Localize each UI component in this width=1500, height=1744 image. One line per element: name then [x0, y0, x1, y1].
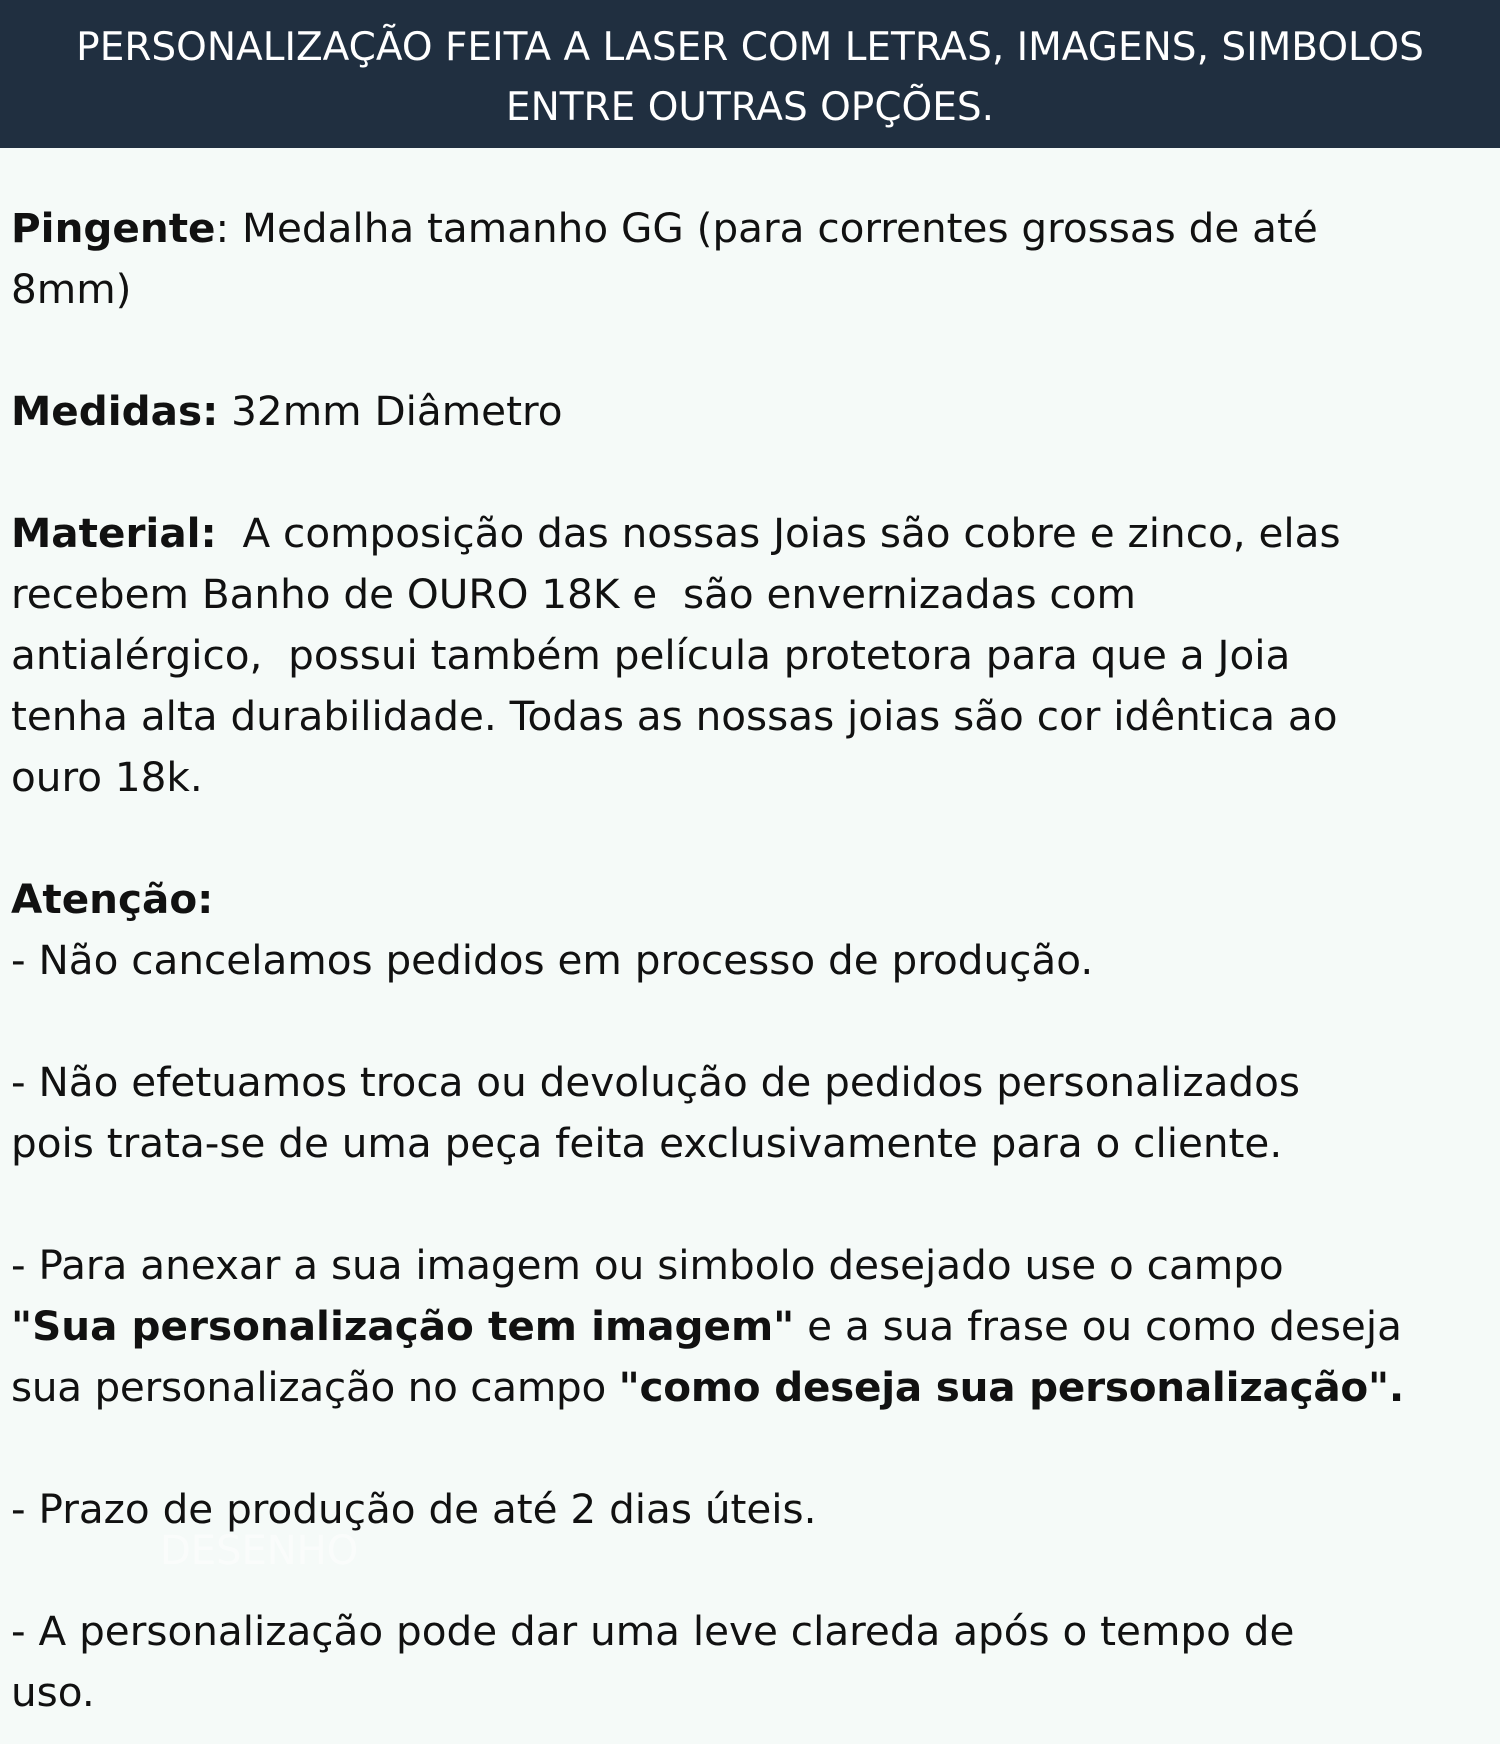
- medidas-paragraph: [11, 381, 1491, 442]
- atencao-item-5-paragraph: [11, 1601, 1491, 1723]
- medidas-label: Medidas:: [11, 387, 219, 435]
- atencao-item-2-line-1: - Não efetuamos troca ou devolução de pedidos personalizados: [11, 1058, 1300, 1106]
- material-paragraph: [11, 503, 1491, 808]
- atencao-label-line: [11, 869, 1491, 930]
- atencao-item-5-line-2: uso.: [11, 1668, 95, 1716]
- atencao-item-3-line-1: - Para anexar a sua imagem ou simbolo desejado use o campo: [11, 1241, 1284, 1289]
- material-label: Material:: [11, 509, 217, 557]
- pingente-label: Pingente: [11, 204, 216, 252]
- pingente-line-1: [11, 198, 1491, 259]
- atencao-item-3-line-2-rest: e a sua frase ou como deseja: [794, 1302, 1402, 1350]
- campo-imagem-label: "Sua personalização tem imagem": [11, 1302, 795, 1350]
- atencao-item-2-paragraph: [11, 1052, 1491, 1174]
- atencao-item-1: - Não cancelamos pedidos em processo de produção.: [11, 936, 1094, 984]
- atencao-item-5-line-1: - A personalização pode dar uma leve clareda após o tempo de: [11, 1607, 1295, 1655]
- material-line-3: antialérgico, possui também película protetora para que a Joia: [11, 631, 1291, 679]
- pingente-line-2: 8mm): [11, 265, 132, 313]
- medidas-value: 32mm Diâmetro: [218, 387, 563, 435]
- atencao-item-3-line-3-start: sua personalização no campo: [11, 1363, 619, 1411]
- atencao-heading-paragraph: [11, 869, 1491, 991]
- pingente-text: : Medalha tamanho GG (para correntes grossas de até: [215, 204, 1318, 252]
- medidas-line: [11, 381, 1491, 442]
- atencao-label: Atenção:: [11, 875, 214, 923]
- material-text-1: A composição das nossas Joias são cobre e zinco, elas: [216, 509, 1341, 557]
- banner-line-2: ENTRE OUTRAS OPÇÕES.: [505, 85, 995, 130]
- material-line-2: recebem Banho de OURO 18K e são envernizadas com: [11, 570, 1136, 618]
- pingente-paragraph: [11, 198, 1491, 320]
- banner-line-1: PERSONALIZAÇÃO FEITA A LASER COM LETRAS, IMAGENS, SIMBOLOS: [76, 25, 1424, 70]
- campo-personalizacao-label: "como deseja sua personalização".: [618, 1363, 1404, 1411]
- material-line-4: tenha alta durabilidade. Todas as nossas joias são cor idêntica ao: [11, 692, 1338, 740]
- material-line-5: ouro 18k.: [11, 753, 203, 801]
- faint-watermark-text: DESENHO: [160, 1528, 359, 1574]
- material-line-1: [11, 503, 1491, 564]
- atencao-item-3-paragraph: [11, 1235, 1491, 1418]
- atencao-item-4: - Prazo de produção de até 2 dias úteis.: [11, 1485, 817, 1533]
- atencao-item-4-paragraph: [11, 1479, 1491, 1540]
- atencao-item-3-line-2: [11, 1296, 1491, 1357]
- atencao-item-3-line-3: [11, 1357, 1491, 1418]
- description-body: [11, 198, 1491, 1723]
- atencao-item-2-line-2: pois trata-se de uma peça feita exclusivamente para o cliente.: [11, 1119, 1283, 1167]
- header-banner: [0, 0, 1500, 148]
